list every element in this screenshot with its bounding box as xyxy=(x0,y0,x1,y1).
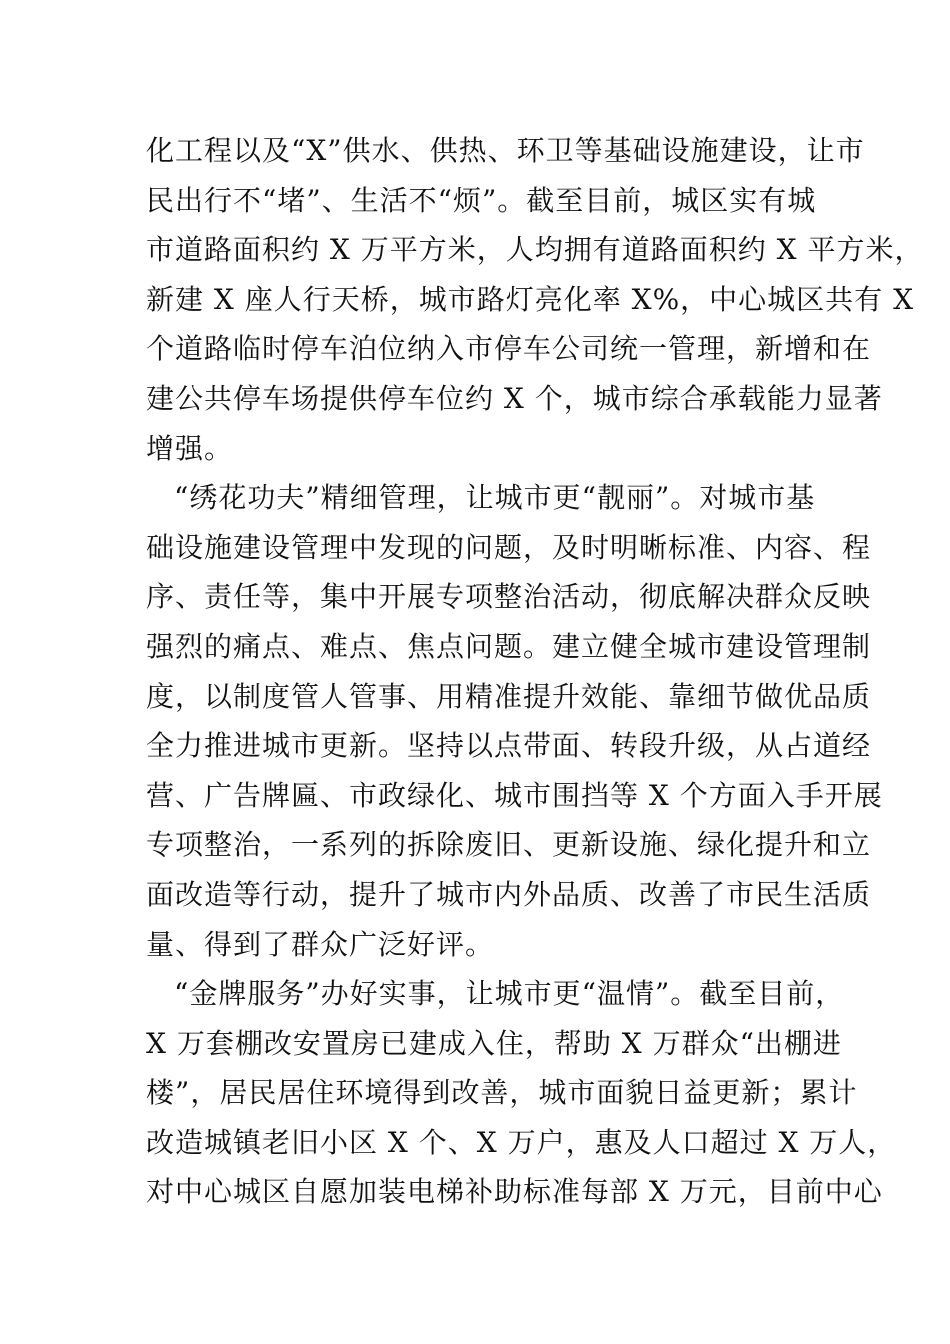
document-body xyxy=(146,126,924,1217)
paragraph-line: 专项整治，一系列的拆除废旧、更新设施、绿化提升和立 xyxy=(146,828,872,862)
paragraph-line: 对中心城区自愿加装电梯补助标准每部 X 万元，目前中心 xyxy=(146,1175,883,1209)
paragraph-line: 度，以制度管人管事、用精准提升效能、靠细节做优品质 xyxy=(146,679,872,713)
paragraph-line: 营、广告牌匾、市政绿化、城市围挡等 X 个方面入手开展 xyxy=(146,778,883,812)
paragraph-line: 楼”，居民居住环境得到改善，城市面貌日益更新；累计 xyxy=(146,1076,858,1110)
paragraph-line: X 万套棚改安置房已建成入住，帮助 X 万群众“出棚进 xyxy=(146,1026,842,1060)
paragraph-line: “绣花功夫”精细管理，让城市更“靓丽”。对城市基 xyxy=(174,481,816,515)
paragraph-line: 全力推进城市更新。坚持以点带面、转段升级，从占道经 xyxy=(146,729,872,763)
paragraph-fine-management xyxy=(146,473,883,969)
paragraph-line: 民出行不“堵”、生活不“烦”。截至目前，城区实有城 xyxy=(146,183,817,217)
paragraph-line: 改造城镇老旧小区 X 个、X 万户，惠及人口超过 X 万人， xyxy=(146,1125,897,1159)
paragraph-line: 增强。 xyxy=(146,431,234,465)
paragraph-line: 础设施建设管理中发现的问题，及时明晰标准、内容、程 xyxy=(146,530,872,564)
paragraph-line: 强烈的痛点、难点、焦点问题。建立健全城市建设管理制 xyxy=(146,629,872,663)
paragraph-line: 量、得到了群众广泛好评。 xyxy=(146,927,495,961)
paragraph-line: 化工程以及“X”供水、供热、环卫等基础设施建设，让市 xyxy=(146,134,865,167)
paragraph-line: 市道路面积约 X 万平方米，人均拥有道路面积约 X 平方米， xyxy=(146,233,924,267)
paragraph-line: 序、责任等，集中开展专项整治活动，彻底解决群众反映 xyxy=(146,580,872,614)
paragraph-line: 建公共停车场提供停车位约 X 个，城市综合承载能力显著 xyxy=(146,381,883,415)
paragraph-gold-service xyxy=(146,969,897,1217)
paragraph-line: 面改造等行动，提升了城市内外品质、改善了市民生活质 xyxy=(146,877,872,911)
paragraph-line: 新建 X 座人行天桥，城市路灯亮化率 X%，中心城区共有 X xyxy=(146,282,915,316)
paragraph-line: 个道路临时停车泊位纳入市停车公司统一管理，新增和在 xyxy=(146,332,872,366)
paragraph-line: “金牌服务”办好实事，让城市更“温情”。截至目前， xyxy=(174,977,845,1011)
paragraph-infrastructure xyxy=(146,126,924,473)
